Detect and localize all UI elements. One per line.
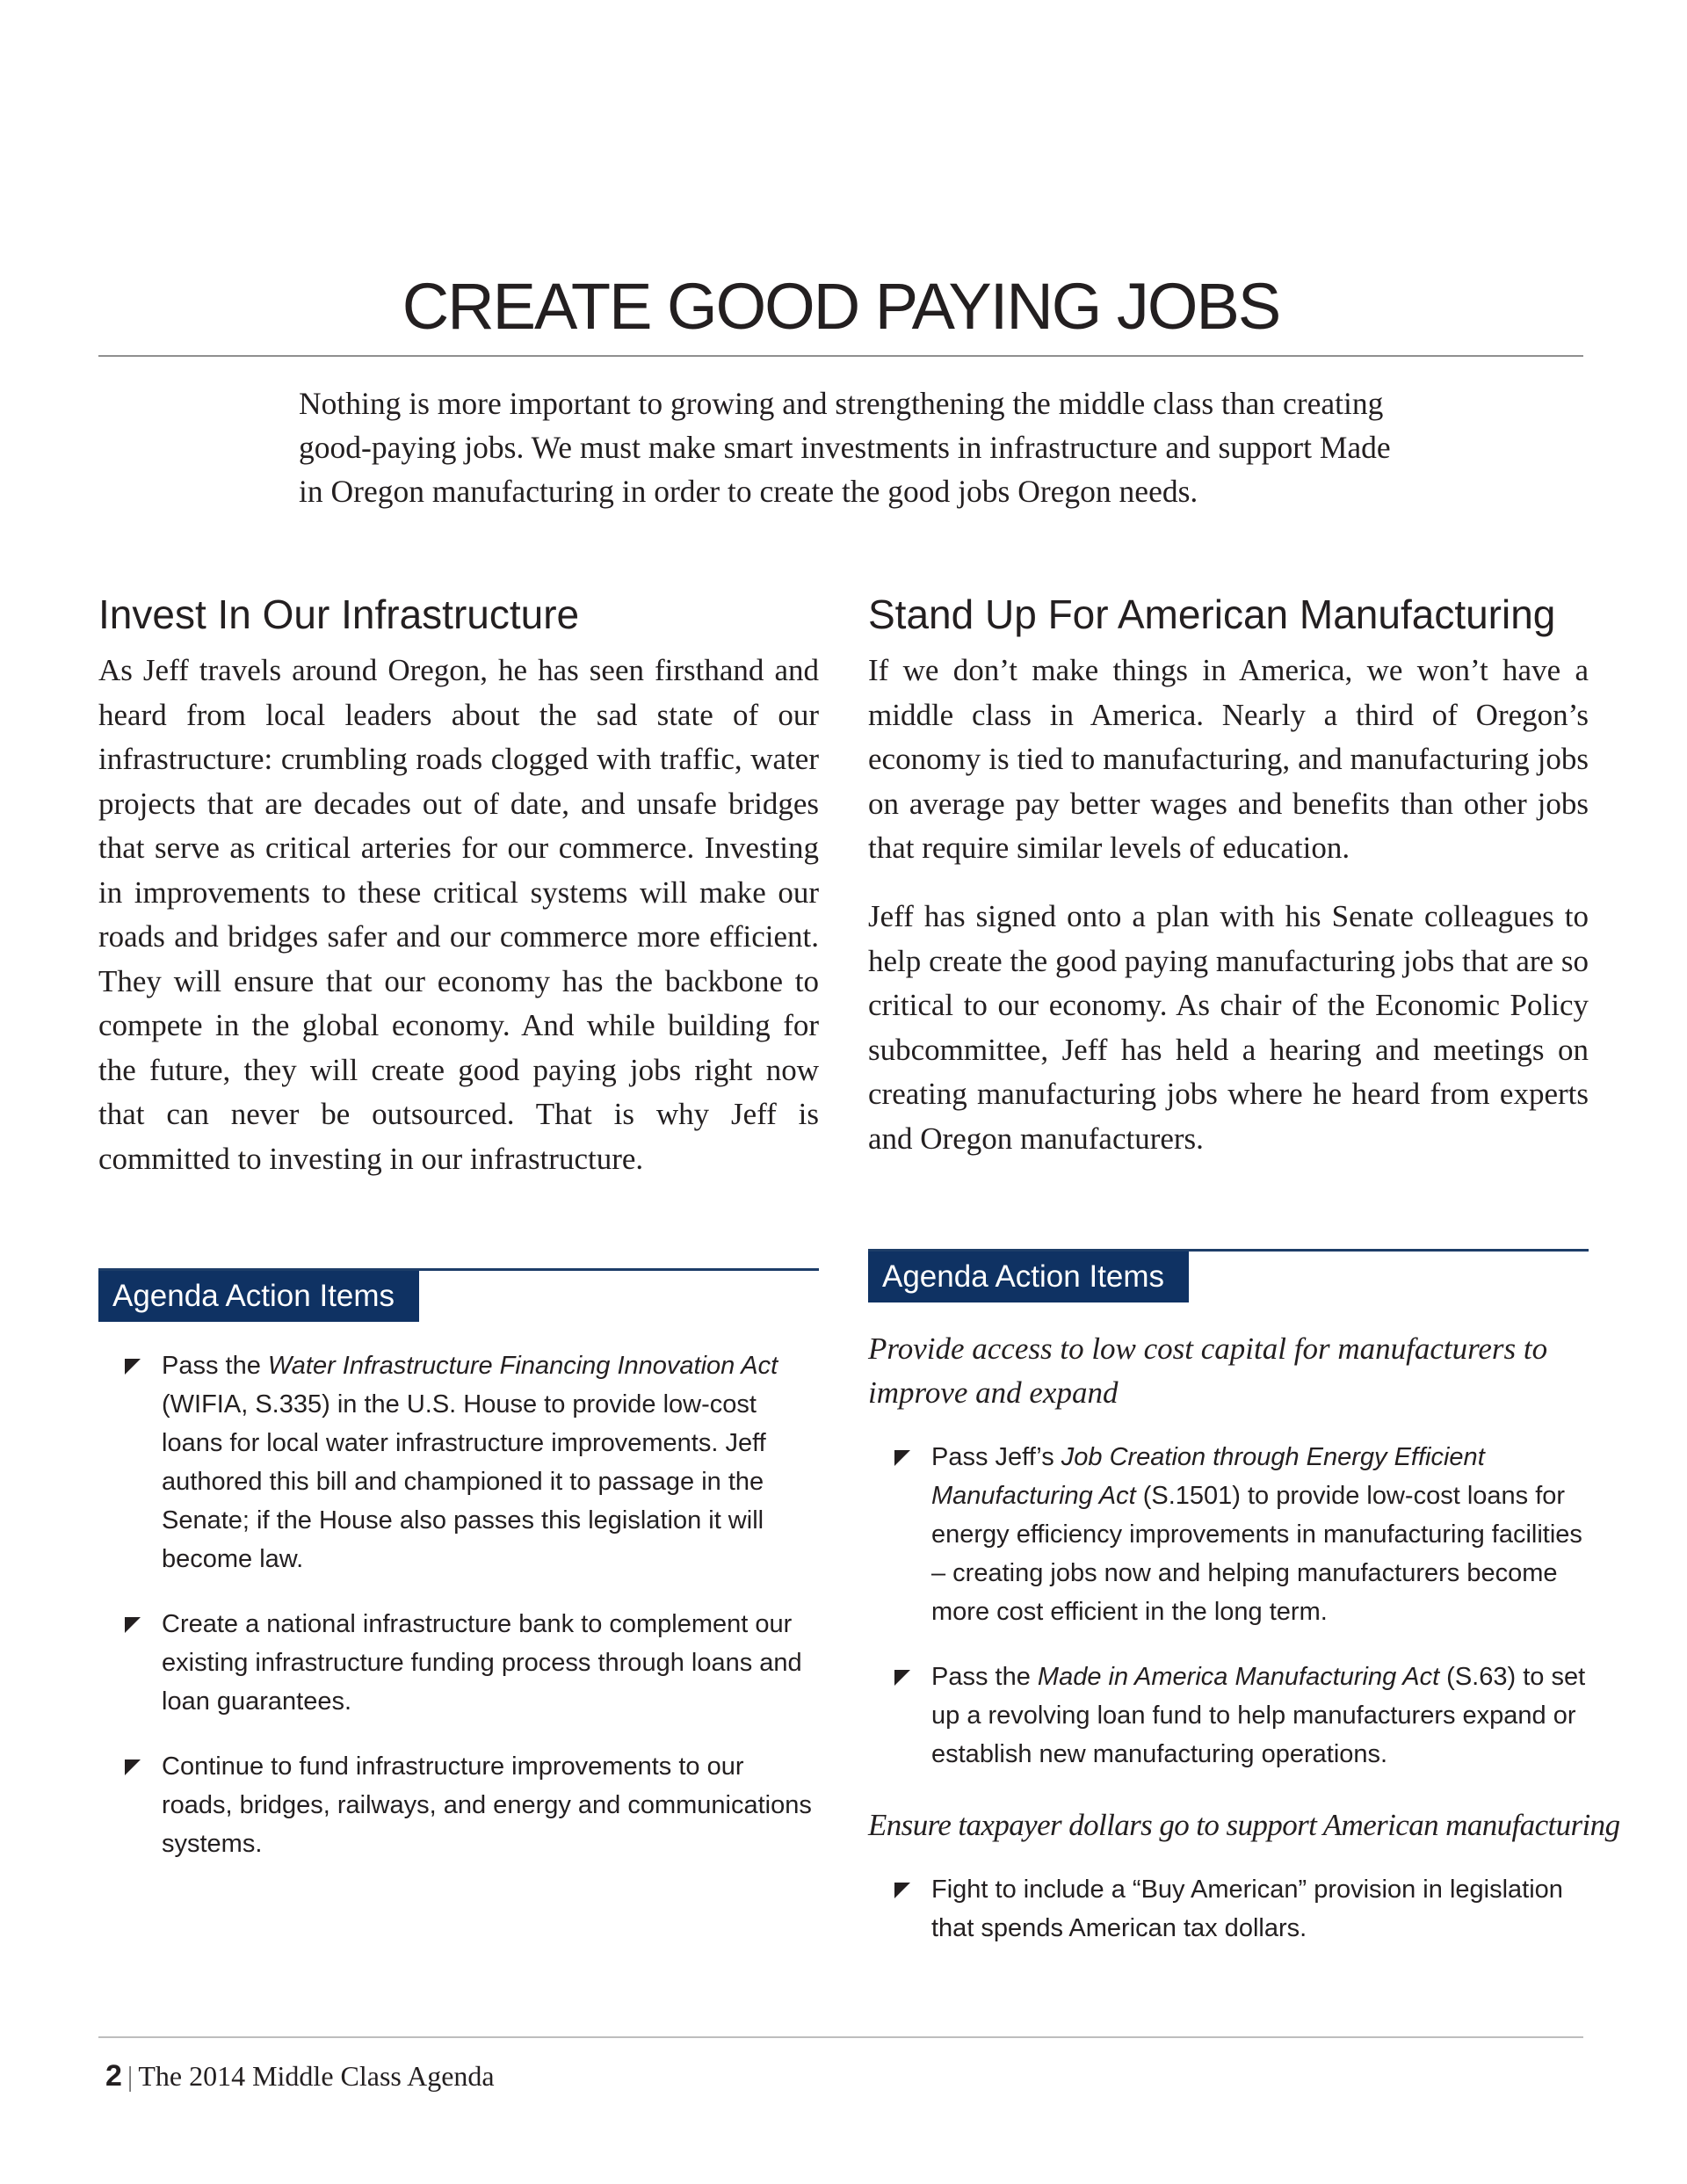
footer-separator: | (127, 2060, 134, 2092)
agenda-label-right: Agenda Action Items (868, 1252, 1189, 1302)
title-divider (98, 355, 1583, 357)
agenda-list-right-taxpayer (868, 1870, 1589, 1974)
list-item: Pass the Water Infrastructure Financing Innovation Act (WIFIA, S.335) in the U.S. House to provide low-cost loans for local water infrastructure improvements. Jeff authored this bill and championed it to passage in the Senate; if the House also passes this legislation it will become law. (98, 1346, 819, 1578)
agenda-subheading-taxpayer: Ensure taxpayer dollars go to support American manufacturing (868, 1808, 1620, 1842)
section-heading-infrastructure: Invest In Our Infrastructure (98, 591, 580, 637)
list-item: Create a national infrastructure bank to complement our existing infrastructure funding process through loans and loan guarantees. (98, 1605, 819, 1721)
footer (105, 2058, 495, 2093)
triangle-bullet-icon (894, 1883, 910, 1898)
list-item: Pass the Made in America Manufacturing Act (S.63) to set up a revolving loan fund to help manufacturers expand or establish new manufacturing operations. (868, 1658, 1589, 1774)
manufacturing-body-1: If we don’t make things in America, we won’t have a middle class in America. Nearly a third of Oregon’s economy is tied to manufacturing, and manufacturing jobs on average pay better wages and benefits than other jobs that require similar levels of education. (868, 653, 1589, 865)
infrastructure-body: As Jeff travels around Oregon, he has seen firsthand and heard from local leaders about the sad state of our infrastructure: crumbling roads clogged with traffic, water projects that are decades out of date, and unsafe bridges that serve as critical arteries for our commerce. Investing in improvements to these critical systems will make our roads and bridges safer and our commerce more efficient. They will ensure that our economy has the backbone to compete in the global economy. And while building for the future, they will create good paying jobs right now that can never be outsourced. That is why Jeff is committed to investing in our infrastructure. (98, 653, 819, 1176)
agenda-list-right-capital (868, 1438, 1589, 1800)
agenda-subheading-capital: Provide access to low cost capital for manufacturers to improve and expand (868, 1331, 1548, 1410)
triangle-bullet-icon (894, 1450, 910, 1466)
page-title: CREATE GOOD PAYING JOBS (402, 270, 1280, 343)
footer-title: The 2014 Middle Class Agenda (138, 2060, 495, 2092)
list-item: Fight to include a “Buy American” provision in legislation that spends American tax dollars. (868, 1870, 1589, 1948)
section-heading-manufacturing: Stand Up For American Manufacturing (868, 591, 1556, 637)
footer-divider (98, 2036, 1583, 2038)
manufacturing-body-2: Jeff has signed onto a plan with his Senate colleagues to help create the good paying manufacturing jobs that are so critical to our economy. As chair of the Economic Policy subcommittee, Jeff has held a hearing and meetings on creating manufacturing jobs where he heard from experts and Oregon manufacturers. (868, 899, 1589, 1156)
page-number: 2 (105, 2059, 122, 2093)
triangle-bullet-icon (125, 1359, 141, 1375)
triangle-bullet-icon (894, 1670, 910, 1686)
triangle-bullet-icon (125, 1760, 141, 1775)
intro-paragraph: Nothing is more important to growing and strengthening the middle class than creating good-paying jobs. We must make smart investments in infrastructure and support Made in Oregon manufacturing in order to create the good jobs Oregon needs. (299, 386, 1391, 509)
list-item: Pass Jeff’s Job Creation through Energy Efficient Manufacturing Act (S.1501) to provide low-cost loans for energy efficiency improvements in manufacturing facilities – creating jobs now and helping manufacturers become more cost efficient in the long term. (868, 1438, 1589, 1631)
agenda-label-left: Agenda Action Items (98, 1271, 419, 1322)
list-item: Continue to fund infrastructure improvements to our roads, bridges, railways, and energy and communications systems. (98, 1747, 819, 1863)
agenda-list-left (98, 1346, 819, 1890)
triangle-bullet-icon (125, 1617, 141, 1633)
